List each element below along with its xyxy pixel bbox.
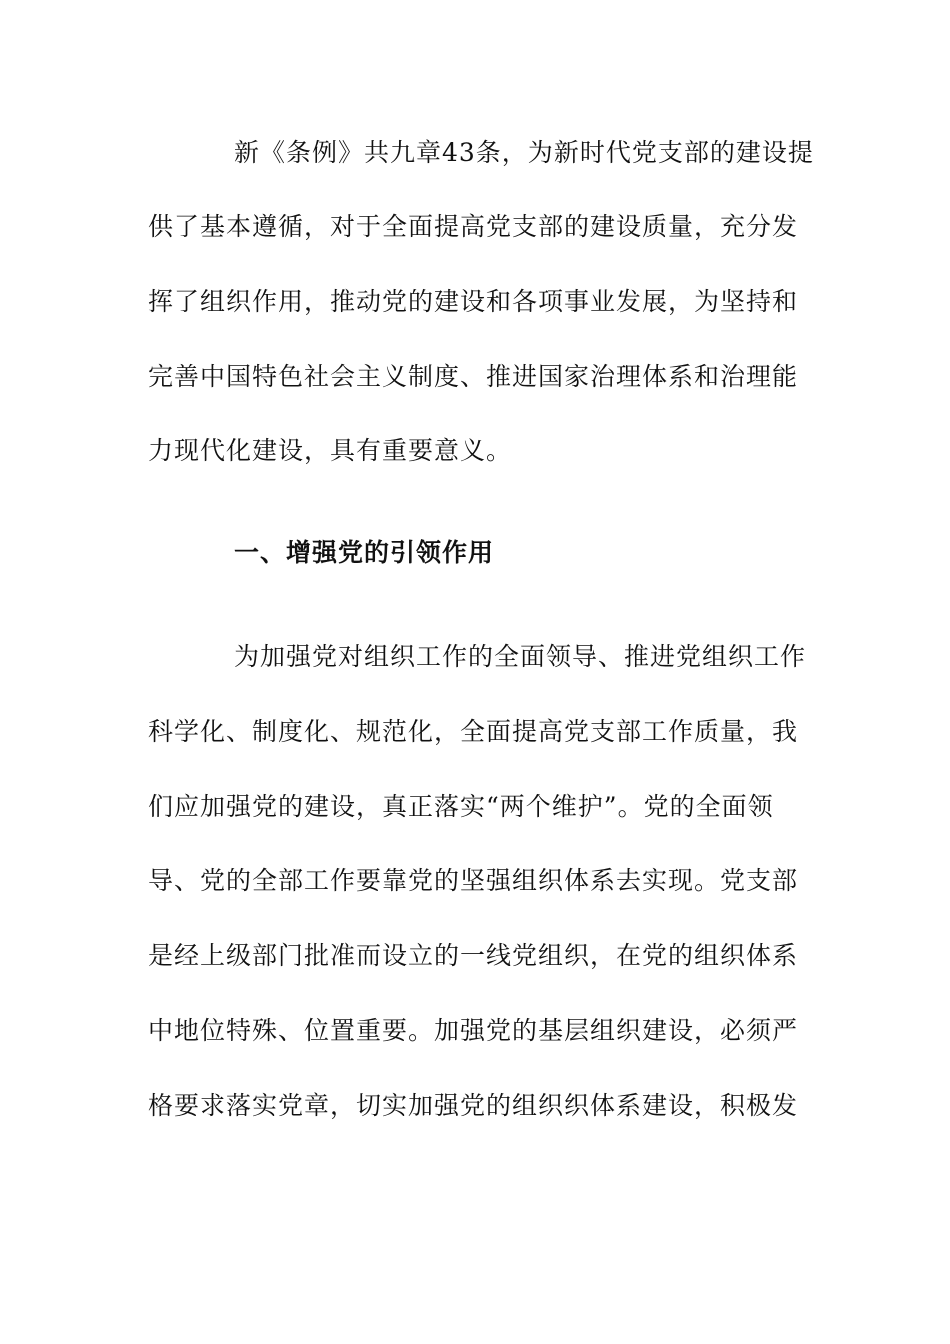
section-heading: 一、增强党的引领作用	[234, 538, 495, 567]
paragraph-2-line-5: 是经上级部门批准而设立的一线党组织，在党的组织体系	[148, 941, 799, 970]
paragraph-2-line-1: 为加强党对组织工作的全面领导、推进党组织工作	[234, 642, 807, 671]
paragraph-1-line-1: 新《条例》共九章43条，为新时代党支部的建设提	[234, 138, 814, 167]
paragraph-1-line-4: 完善中国特色社会主义制度、推进国家治理体系和治理能	[148, 362, 799, 391]
paragraph-1-line-5: 力现代化建设，具有重要意义。	[148, 436, 513, 465]
paragraph-1-line-2: 供了基本遵循，对于全面提高党支部的建设质量，充分发	[148, 212, 799, 241]
paragraph-2-line-4: 导、党的全部工作要靠党的坚强组织体系去实现。党支部	[148, 866, 799, 895]
paragraph-1-line-3: 挥了组织作用，推动党的建设和各项事业发展，为坚持和	[148, 287, 799, 316]
paragraph-2-line-6: 中地位特殊、位置重要。加强党的基层组织建设，必须严	[148, 1016, 799, 1045]
paragraph-2-line-2: 科学化、制度化、规范化，全面提高党支部工作质量，我	[148, 717, 799, 746]
paragraph-2-line-3: 们应加强党的建设，真正落实“两个维护”。党的全面领	[148, 792, 774, 821]
paragraph-2-line-7: 格要求落实党章，切实加强党的组织织体系建设，积极发	[148, 1091, 799, 1120]
